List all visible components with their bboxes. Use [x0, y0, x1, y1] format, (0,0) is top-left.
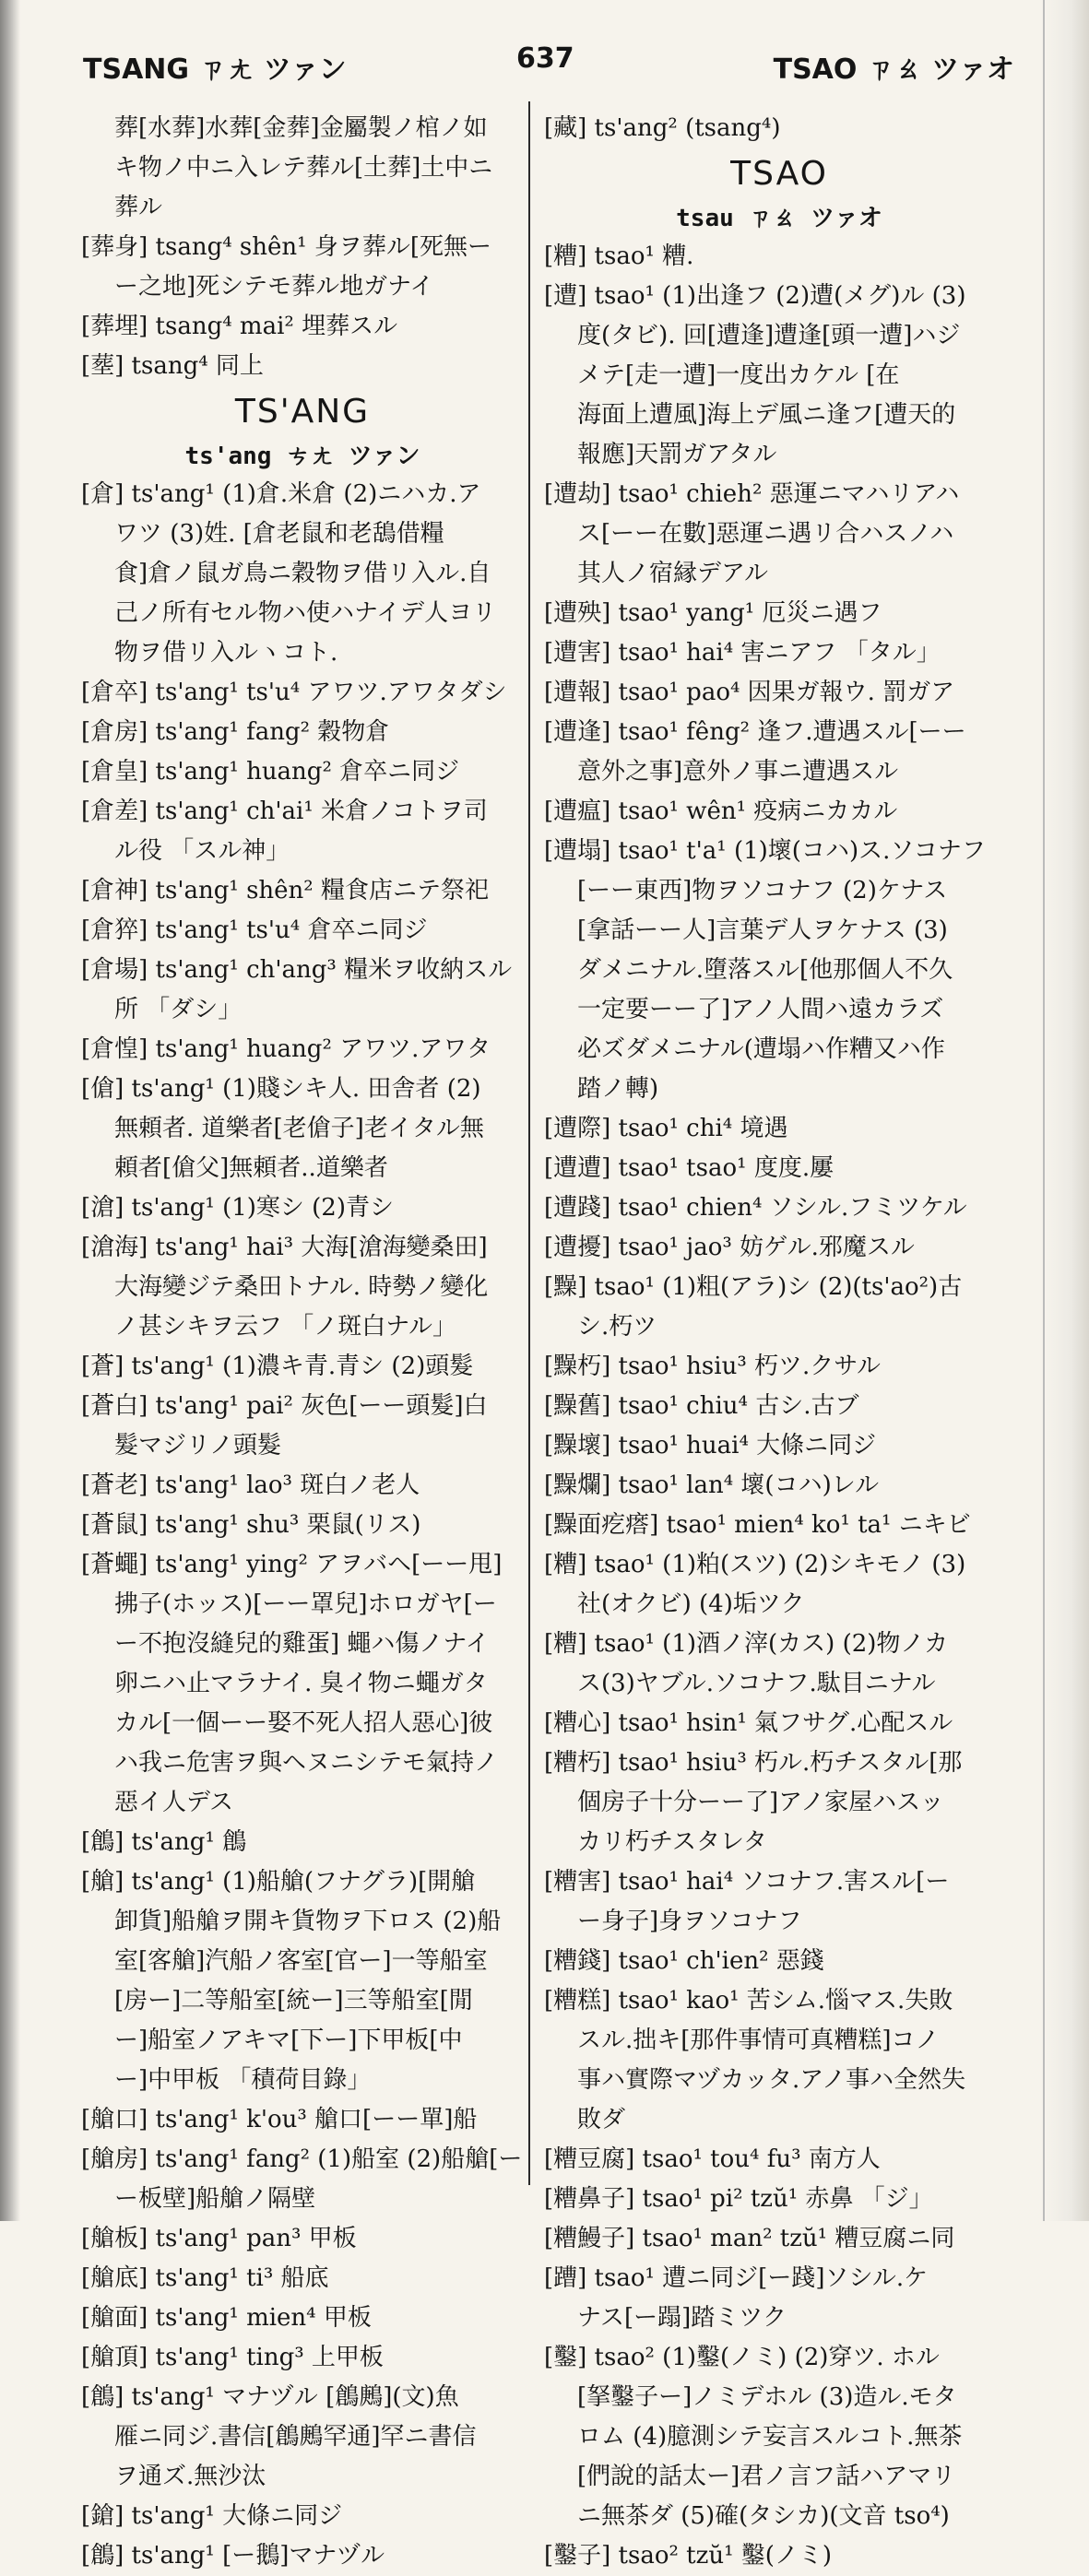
- dictionary-entry-line: [艙口] ts'ang¹ k'ou³ 艙口[ーー單]船: [81, 2106, 478, 2133]
- entry-continuation-line: 一定要ーー了]アノ人間ハ遠カラズ: [577, 996, 944, 1023]
- dictionary-entry-line: [藏] ts'ang² (tsang⁴): [544, 114, 781, 142]
- entry-continuation-line: ハ我ニ危害ヲ與ヘヌニシテモ氣持ノ: [114, 1749, 499, 1777]
- dictionary-entry-line: [蒼蠅] ts'ang¹ ying² アヲバヘ[ーー甩]: [81, 1551, 503, 1578]
- dictionary-entry-line: [糟] tsao¹ (1)酒ノ滓(カス) (2)物ノカ: [544, 1630, 949, 1658]
- dictionary-entry-line: [糟] tsao¹ 糟.: [544, 242, 694, 270]
- entry-continuation-line: 髮マジリノ頭髮: [114, 1432, 281, 1459]
- dictionary-entry-line: [艙] ts'ang¹ (1)船艙(フナグラ)[開艙: [81, 1868, 476, 1896]
- entry-continuation-line: [們說的話太ー]君ノ言フ話ハアマリ: [577, 2463, 956, 2490]
- entry-continuation-line: 葬ル: [114, 194, 163, 221]
- dictionary-entry-line: [糟糕] tsao¹ kao¹ 苦シム.惱マス.失敗: [544, 1987, 953, 2015]
- dictionary-entry-line: [遭害] tsao¹ hai⁴ 害ニアフ 「タル」: [544, 639, 941, 667]
- entry-continuation-line: 物ヲ借リ入ルヽコト.: [114, 639, 338, 667]
- dictionary-entry-line: [艙板] ts'ang¹ pan³ 甲板: [81, 2225, 357, 2252]
- dictionary-entry-line: [䵲朽] tsao¹ hsiu³ 朽ツ.クサル: [544, 1353, 881, 1380]
- entry-continuation-line: 踏ノ轉): [577, 1075, 659, 1103]
- entry-continuation-line: ー之地]死シテモ葬ル地ガナイ: [114, 273, 434, 301]
- entry-continuation-line: シ.朽ツ: [577, 1313, 657, 1341]
- entry-continuation-line: 其人ノ宿縁デアル: [577, 560, 768, 587]
- dictionary-entry-line: [糟鼻子] tsao¹ pi² tzŭ¹ 赤鼻 「ジ」: [544, 2185, 933, 2213]
- entry-continuation-line: 意外之事]意外ノ事ニ遭遇スル: [577, 758, 899, 786]
- entry-continuation-line: 頼者[傖父]無頼者..道樂者: [114, 1154, 388, 1182]
- column-divider: [528, 101, 530, 2185]
- entry-continuation-line: ー身子]身ヲソコナフ: [577, 1908, 802, 1935]
- entry-continuation-line: ワツ (3)姓. [倉老鼠和老鴰借糧: [114, 520, 444, 548]
- dictionary-entry-line: [艙房] ts'ang¹ fang² (1)船室 (2)船艙[ー: [81, 2145, 523, 2173]
- entry-continuation-line: 食]倉ノ鼠ガ鳥ニ穀物ヲ借リ入ル.自: [114, 560, 491, 587]
- dictionary-entry-line: [糟害] tsao¹ hai⁴ ソコナフ.害スル[ー: [544, 1868, 950, 1896]
- dictionary-entry-line: [倉場] ts'ang¹ ch'ang³ 糧米ヲ收納スル: [81, 956, 513, 984]
- dictionary-entry-line: [蹧] tsao¹ 遭ニ同ジ[ー踐]ソシル.ケ: [544, 2264, 929, 2292]
- dictionary-entry-line: [糟錢] tsao¹ ch'ien² 惡錢: [544, 1947, 824, 1975]
- dictionary-entry-line: [艙底] ts'ang¹ ti³ 船底: [81, 2264, 329, 2292]
- dictionary-entry-line: [遭際] tsao¹ chi⁴ 境遇: [544, 1115, 788, 1142]
- dictionary-entry-line: [倉猝] ts'ang¹ ts'u⁴ 倉卒ニ同ジ: [81, 916, 428, 944]
- dictionary-entry-line: [鶬] ts'ang¹ [ー鵝]マナヅル: [81, 2542, 385, 2570]
- dictionary-entry-line: [遭擾] tsao¹ jao³ 妨ゲル.邪魔スル: [544, 1234, 915, 1261]
- entry-continuation-line: メテ[走一遭]一度出カケル [在: [577, 361, 900, 389]
- dictionary-entry-line: [鑿] tsao² (1)鑿(ノミ) (2)穿ツ. ホル: [544, 2344, 940, 2371]
- section-subheading: ts'ang ㄘㄤ ツァン: [184, 443, 420, 470]
- section-heading: TS'ANG: [234, 393, 371, 431]
- entry-continuation-line: 大海變ジテ桑田トナル. 時勢ノ變化: [114, 1273, 489, 1301]
- entry-continuation-line: ス[ーー在數]惡運ニ遇リ合ハスノハ: [577, 520, 954, 548]
- entry-continuation-line: ー不抱沒縫兒的雞蛋] 蠅ハ傷ノナイ: [114, 1630, 490, 1658]
- dictionary-entry-line: [塟] tsang⁴ 同上: [81, 352, 264, 380]
- right-column: [544, 109, 1014, 2576]
- entry-continuation-line: 雁ニ同ジ.書信[鶬鶊罕通]罕ニ書信: [114, 2423, 477, 2451]
- dictionary-entry-line: [糟] tsao¹ (1)粕(スツ) (2)シキモノ (3): [544, 1551, 966, 1578]
- entry-continuation-line: ダメニナル.墮落スル[他那個人不久: [577, 956, 953, 984]
- entry-continuation-line: ー]中甲板 「積荷目錄」: [114, 2066, 372, 2094]
- entry-continuation-line: ロム (4)臆測シテ妄言スルコト.無茶: [577, 2423, 963, 2451]
- entry-continuation-line: 海面上遭風]海上デ風ニ逢フ[遭天的: [577, 401, 956, 429]
- entry-continuation-line: 報應]天罰ガアタル: [577, 441, 777, 468]
- entry-continuation-line: [拏鑿子ー]ノミデホル (3)造ル.モタ: [577, 2383, 957, 2411]
- dictionary-entry-line: [䵲壞] tsao¹ huai⁴ 大條ニ同ジ: [544, 1432, 877, 1459]
- dictionary-entry-line: [蒼鼠] ts'ang¹ shu³ 栗鼠(リス): [81, 1511, 421, 1539]
- entry-continuation-line: 己ノ所有セル物ハ使ハナイデ人ヨリ: [114, 599, 497, 627]
- dictionary-entry-line: [倉房] ts'ang¹ fang² 穀物倉: [81, 718, 390, 746]
- dictionary-entry-line: [遭] tsao¹ (1)出逢フ (2)遭(メグ)ル (3): [544, 282, 966, 310]
- dictionary-entry-line: [滄海] ts'ang¹ hai³ 大海[滄海變桑田]: [81, 1234, 488, 1261]
- page-edge-left: [0, 0, 20, 2221]
- entry-continuation-line: 拂子(ホッス)[ーー罩兒]ホロガヤ[ー: [114, 1590, 497, 1618]
- entry-continuation-line: 事ハ實際マヅカッタ.アノ事ハ全然失: [577, 2066, 966, 2094]
- dictionary-entry-line: [遭殃] tsao¹ yang¹ 厄災ニ遇フ: [544, 599, 882, 627]
- header-left-keyword: TSANG ㄗㄤ ツァン: [83, 53, 347, 86]
- entry-continuation-line: ス(3)ヤブル.ソコナフ.駄目ニナル: [577, 1670, 936, 1697]
- entry-continuation-line: 社(オクビ) (4)垢ツク: [577, 1590, 805, 1618]
- dictionary-entry-line: [䵲面疙瘩] tsao¹ mien⁴ ko¹ ta¹ ニキビ: [544, 1511, 971, 1539]
- entry-continuation-line: [房ー]二等船室[統ー]三等船室[閒: [114, 1987, 473, 2015]
- dictionary-entry-line: [倉卒] ts'ang¹ ts'u⁴ アワツ.アワタダシ: [81, 679, 507, 706]
- dictionary-entry-line: [䵲爛] tsao¹ lan⁴ 壞(コハ)レル: [544, 1471, 880, 1499]
- section-heading: TSAO: [730, 155, 828, 193]
- dictionary-entry-line: [蒼] ts'ang¹ (1)濃キ青.青シ (2)頭髮: [81, 1353, 474, 1380]
- dictionary-entry-line: [鶬] ts'ang¹ マナヅル [鶬鶊](文)魚: [81, 2383, 459, 2411]
- dictionary-entry-line: [䵲舊] tsao¹ chiu⁴ 古シ.古ブ: [544, 1392, 859, 1420]
- dictionary-entry-line: [倉皇] ts'ang¹ huang² 倉卒ニ同ジ: [81, 758, 460, 786]
- entry-continuation-line: [ーー東西]物ヲソコナフ (2)ケナス: [577, 877, 948, 904]
- dictionary-entry-line: [艙面] ts'ang¹ mien⁴ 甲板: [81, 2304, 372, 2332]
- dictionary-entry-line: [倉惶] ts'ang¹ huang² アワツ.アワタ: [81, 1035, 491, 1063]
- dictionary-entry-line: [遭瘟] tsao¹ wên¹ 疫病ニカカル: [544, 798, 898, 825]
- entry-continuation-line: 無頼者. 道樂者[老傖子]老イタル無: [114, 1115, 484, 1142]
- dictionary-entry-line: [遭劫] tsao¹ chieh² 惡運ニマハリアハ: [544, 480, 960, 508]
- entry-continuation-line: ー板壁]船艙ノ隔壁: [114, 2185, 316, 2213]
- entry-continuation-line: ヲ通ズ.無沙汰: [114, 2463, 266, 2490]
- dictionary-entry-line: [糟朽] tsao¹ hsiu³ 朽ル.朽チスタル[那: [544, 1749, 963, 1777]
- entry-continuation-line: カル[一個ーー娶不死人招人惡心]彼: [114, 1709, 493, 1737]
- entry-continuation-line: ル役 「スル神」: [114, 837, 290, 865]
- entry-continuation-line: 個房子十分ーー了]アノ家屋ハスッ: [577, 1789, 944, 1816]
- dictionary-entry-line: [傖] ts'ang¹ (1)賤シキ人. 田舎者 (2): [81, 1075, 481, 1103]
- dictionary-entry-line: [鶬] ts'ang¹ 鶬: [81, 1828, 247, 1856]
- dictionary-entry-line: [遭逢] tsao¹ fêng² 逢フ.遭遇スル[ーー: [544, 718, 966, 746]
- entry-continuation-line: 卵ニハ止マラナイ. 臭イ物ニ蠅ガタ: [114, 1670, 488, 1697]
- entry-continuation-line: ノ甚シキヲ云フ 「ノ斑白ナル」: [114, 1313, 456, 1341]
- dictionary-entry-line: [蒼老] ts'ang¹ lao³ 斑白ノ老人: [81, 1471, 420, 1499]
- dictionary-entry-line: [糟豆腐] tsao¹ tou⁴ fu³ 南方人: [544, 2145, 881, 2173]
- dictionary-entry-line: [糟鰻子] tsao¹ man² tzŭ¹ 糟豆腐ニ同: [544, 2225, 955, 2252]
- entry-continuation-line: 所 「ダシ」: [114, 996, 243, 1023]
- header-right-keyword: TSAO ㄗㄠ ツァオ: [773, 53, 1014, 86]
- dictionary-entry-line: [倉] ts'ang¹ (1)倉.米倉 (2)ニハカ.ア: [81, 480, 481, 508]
- dictionary-entry-line: [䵲] tsao¹ (1)粗(アラ)シ (2)(ts'ao²)古: [544, 1273, 963, 1301]
- entry-continuation-line: [拿話ーー人]言葉デ人ヲケナス (3): [577, 916, 948, 944]
- entry-continuation-line: ナス[ー蹋]踏ミツク: [577, 2304, 787, 2332]
- dictionary-entry-line: [蒼白] ts'ang¹ pai² 灰色[ーー頭髮]白: [81, 1392, 488, 1420]
- entry-continuation-line: 度(タビ). 回[遭逢]遭逢[頭一遭]ハジ: [577, 322, 961, 349]
- dictionary-entry-line: [遭踐] tsao¹ chien⁴ ソシル.フミツケル: [544, 1194, 967, 1222]
- page-edge-right: [1043, 0, 1089, 2221]
- dictionary-entry-line: [倉神] ts'ang¹ shên² 糧食店ニテ祭祀: [81, 877, 489, 904]
- dictionary-entry-line: [遭遭] tsao¹ tsao¹ 度度.屢: [544, 1154, 835, 1182]
- dictionary-entry-line: [鎗] ts'ang¹ 大條ニ同ジ: [81, 2502, 343, 2530]
- dictionary-entry-line: [遭塌] tsao¹ t'a¹ (1)壞(コハ)ス.ソコナフ: [544, 837, 986, 865]
- entry-continuation-line: カリ朽チスタレタ: [577, 1828, 767, 1856]
- dictionary-entry-line: [鑿子] tsao² tzŭ¹ 鑿(ノミ): [544, 2542, 833, 2570]
- section-subheading: tsau ㄗㄠ ツァオ: [676, 205, 882, 232]
- dictionary-entry-line: [滄] ts'ang¹ (1)寒シ (2)青シ: [81, 1194, 394, 1222]
- dictionary-entry-line: [糟心] tsao¹ hsin¹ 氣フサグ.心配スル: [544, 1709, 953, 1737]
- entry-continuation-line: ニ無茶ダ (5)確(タシカ)(文音 tso⁴): [577, 2502, 950, 2530]
- entry-continuation-line: キ物ノ中ニ入レテ葬ル[土葬]土中ニ: [114, 154, 493, 182]
- entry-continuation-line: ー]船室ノアキマ[下ー]下甲板[中: [114, 2027, 463, 2054]
- left-column: [81, 109, 524, 2576]
- entry-continuation-line: 卸貨]船艙ヲ開キ貨物ヲ下ロス (2)船: [114, 1908, 502, 1935]
- dictionary-entry-line: [遭報] tsao¹ pao⁴ 因果ガ報ウ. 罰ガア: [544, 679, 955, 706]
- entry-continuation-line: 敗ダ: [577, 2106, 626, 2133]
- page-header: [83, 33, 1014, 98]
- dictionary-entry-line: [葬埋] tsang⁴ mai² 埋葬スル: [81, 313, 398, 340]
- entry-continuation-line: 葬[水葬]水葬[金葬]金屬製ノ棺ノ如: [114, 114, 488, 142]
- entry-continuation-line: 必ズダメニナル(遭塌ハ作糟又ハ作: [577, 1035, 945, 1063]
- entry-continuation-line: 室[客艙]汽船ノ客室[官ー]一等船室: [114, 1947, 488, 1975]
- dictionary-entry-line: [葬身] tsang⁴ shên¹ 身ヲ葬ル[死無ー: [81, 233, 491, 261]
- entry-continuation-line: スル.拙キ[那件事情可真糟糕]コノ: [577, 2027, 940, 2054]
- dictionary-entry-line: [倉差] ts'ang¹ ch'ai¹ 米倉ノコトヲ司: [81, 798, 488, 825]
- dictionary-entry-line: [艙頂] ts'ang¹ ting³ 上甲板: [81, 2344, 384, 2371]
- entry-continuation-line: 惡イ人デス: [114, 1789, 233, 1816]
- page-number: 637: [516, 42, 574, 75]
